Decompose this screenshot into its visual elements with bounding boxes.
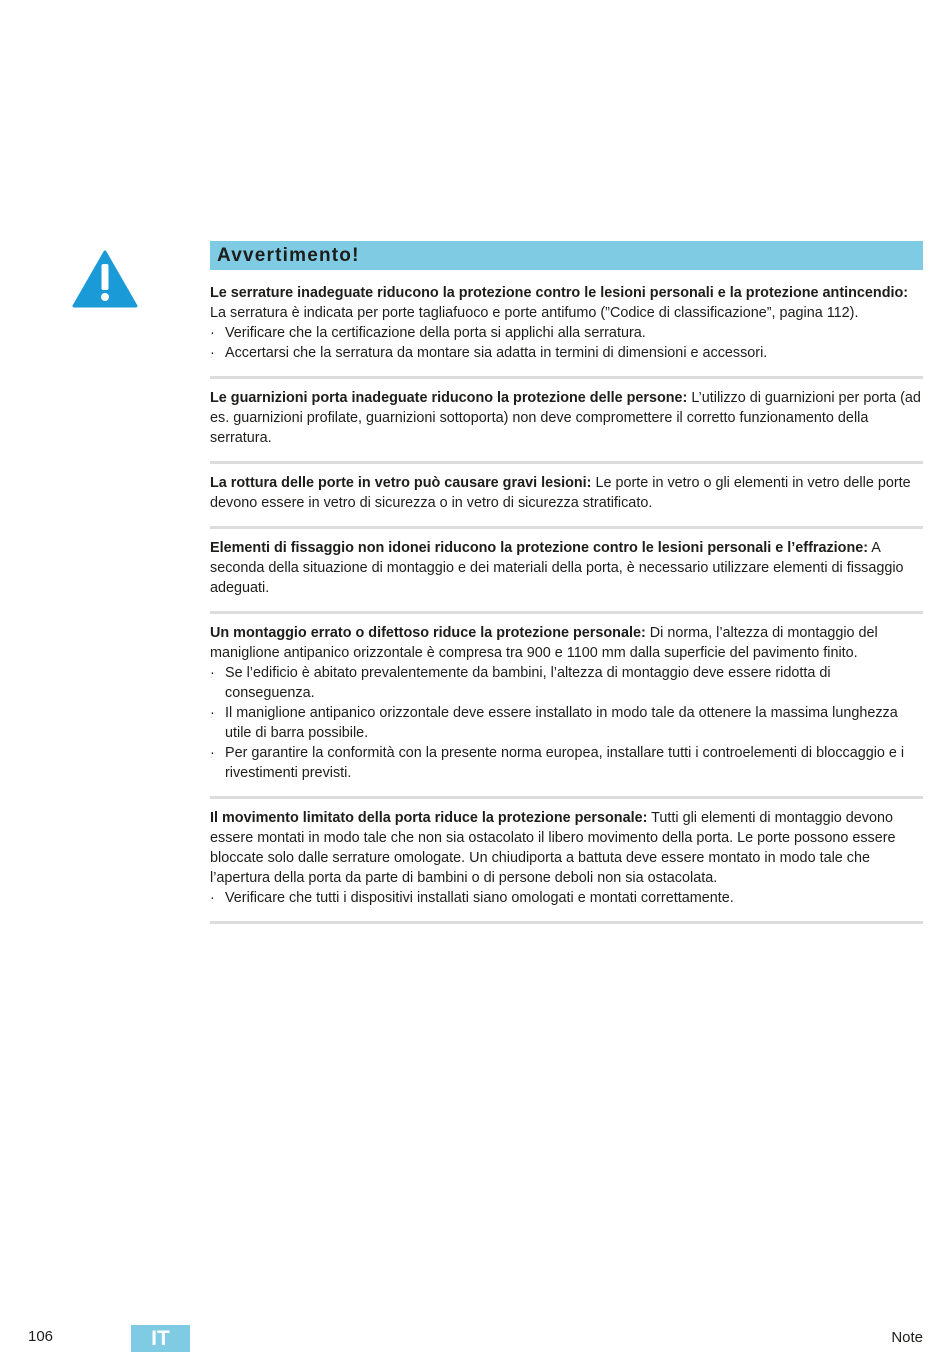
warning-section-glass [210, 473, 923, 513]
bullet-item [210, 888, 923, 908]
bullet-text: Se l’edificio è abitato prevalentemente da bambini, l’altezza di montaggio deve essere ridotta di conseguenza. [225, 665, 831, 701]
section-heading: Elementi di fissaggio non idonei riducono la protezione contro le lesioni personali e l’effrazione: [210, 540, 869, 556]
section-divider [210, 461, 923, 464]
warning-triangle-icon [72, 250, 138, 308]
warning-title: Avvertimento! [217, 245, 360, 266]
section-divider [210, 921, 923, 924]
bullet-item [210, 743, 923, 783]
section-text: L’utilizzo di guarnizioni per porta (ad es. guarnizioni profilate, guarnizioni sottoporta) non deve compromettere il corretto funzionamento della serratura. [210, 390, 921, 446]
bullet-dot: · [210, 665, 215, 681]
section-paragraph [210, 283, 923, 323]
bullet-item [210, 323, 923, 343]
section-heading: La rottura delle porte in vetro può causare gravi lesioni: [210, 475, 592, 491]
section-paragraph [210, 808, 923, 888]
warning-section-mounting [210, 623, 923, 783]
section-text: La serratura è indicata per porte tagliafuoco e porte antifumo (”Codice di classificazione”, pagina 112). [210, 305, 859, 321]
bullet-dot: · [210, 745, 215, 761]
bullet-item [210, 343, 923, 363]
warning-section-locks [210, 283, 923, 363]
page-number: 106 [28, 1328, 54, 1345]
warning-section-fixings [210, 538, 923, 598]
section-divider [210, 611, 923, 614]
bullet-text: Il maniglione antipanico orizzontale deve essere installato in modo tale da ottenere la massima lunghezza utile di barra possibile. [225, 705, 898, 741]
bullet-item [210, 703, 923, 743]
section-divider [210, 796, 923, 799]
section-heading: Il movimento limitato della porta riduce la protezione personale: [210, 810, 648, 826]
section-label: Note [891, 1329, 923, 1346]
section-text: A seconda della situazione di montaggio e dei materiali della porta, è necessario utilizzare elementi di fissaggio adeguati. [210, 540, 904, 596]
section-paragraph [210, 538, 923, 598]
warning-section-seals [210, 388, 923, 448]
bullet-dot: · [210, 705, 215, 721]
warning-section-movement [210, 808, 923, 908]
section-text: Di norma, l’altezza di montaggio del maniglione antipanico orizzontale è compresa tra 900 e 1100 mm dalla superficie del pavimento finito. [210, 625, 878, 661]
section-text: Le porte in vetro o gli elementi in vetro delle porte devono essere in vetro di sicurezza o in vetro di sicurezza stratificato. [210, 475, 911, 511]
warning-content [210, 283, 923, 924]
warning-header-bar [210, 241, 923, 270]
section-divider [210, 376, 923, 379]
bullet-text: Verificare che tutti i dispositivi installati siano omologati e montati correttamente. [225, 890, 734, 906]
language-badge: IT [131, 1325, 190, 1352]
section-paragraph [210, 623, 923, 663]
section-heading: Un montaggio errato o difettoso riduce la protezione personale: [210, 625, 646, 641]
bullet-dot: · [210, 890, 215, 906]
section-text: Tutti gli elementi di montaggio devono essere montati in modo tale che non sia ostacolato il libero movimento della porta. Le porte possono essere bloccate solo dalle serrature omologate. Un chiudiporta a battuta deve essere montato in modo tale che l’apertura della porta da parte di bambini o di persone deboli non sia ostacolata. [210, 810, 896, 886]
bullet-text: Accertarsi che la serratura da montare sia adatta in termini di dimensioni e accessori. [225, 345, 768, 361]
bullet-dot: · [210, 345, 215, 361]
section-heading: Le serrature inadeguate riducono la protezione contro le lesioni personali e la protezione antincendio: [210, 285, 909, 301]
section-paragraph [210, 388, 923, 448]
bullet-dot: · [210, 325, 215, 341]
bullet-item [210, 663, 923, 703]
section-paragraph [210, 473, 923, 513]
section-heading: Le guarnizioni porta inadeguate riducono la protezione delle persone: [210, 390, 688, 406]
bullet-text: Verificare che la certificazione della porta si applichi alla serratura. [225, 325, 646, 341]
bullet-text: Per garantire la conformità con la presente norma europea, installare tutti i controelementi di bloccaggio e i rivestimenti previsti. [225, 745, 905, 781]
section-divider [210, 526, 923, 529]
